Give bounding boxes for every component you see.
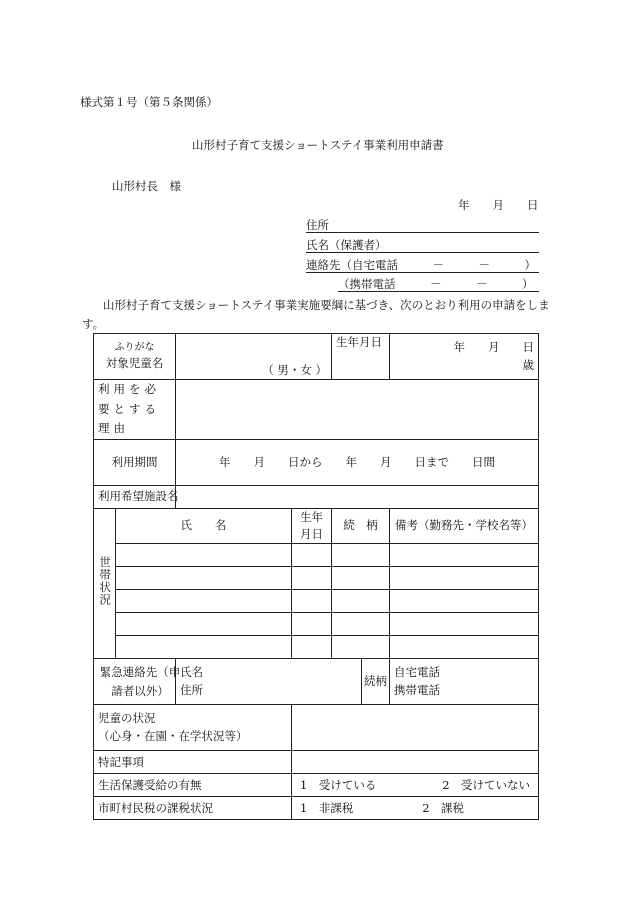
household-dob-field[interactable] — [292, 590, 332, 613]
household-notes-field[interactable] — [390, 544, 539, 567]
emergency-phone-field[interactable] — [390, 659, 539, 705]
household-header-dob: 生年月日 — [292, 508, 332, 544]
household-label-cell — [94, 508, 116, 659]
address-underline — [306, 232, 539, 233]
reason-label-cell — [94, 380, 176, 440]
household-notes-field[interactable] — [390, 636, 539, 659]
reason-label: 利用を必要とする理由 — [98, 382, 160, 436]
form-number: 様式第１号（第５条関係） — [80, 95, 218, 109]
gender-label: （ 男・女 ） — [262, 362, 327, 377]
household-name-field[interactable] — [116, 567, 292, 590]
tax-option-taxed[interactable]: 2 課税 — [422, 800, 465, 815]
household-row — [94, 567, 539, 590]
household-name-field[interactable] — [116, 636, 292, 659]
document-title: 山形村子育て支援ショートステイ事業利用申請書 — [192, 138, 444, 152]
household-relation-field[interactable] — [332, 613, 390, 636]
household-dob-field[interactable] — [292, 636, 332, 659]
household-row — [94, 613, 539, 636]
emergency-name-label: 氏名 — [180, 665, 203, 680]
period-field[interactable]: 年 月 日から 年 月 日まで 日間 — [176, 439, 539, 485]
household-label: 世帯状況 — [98, 555, 113, 606]
household-header-name: 氏 名 — [116, 508, 292, 544]
tax-options — [292, 797, 539, 820]
emergency-label: 緊急連絡先（申請者以外） — [99, 665, 181, 698]
dob-cell — [332, 334, 390, 380]
tax-label: 市町村民税の課税状況 — [94, 797, 292, 820]
mobile-underline — [338, 291, 539, 292]
child-name-field[interactable] — [176, 334, 332, 380]
household-row — [94, 590, 539, 613]
dob-value: 年 月 日 — [453, 340, 535, 355]
notes-label: 特記事項 — [94, 751, 292, 774]
child-status-label-cell — [94, 705, 292, 751]
household-dob-field[interactable] — [292, 567, 332, 590]
name-underline — [306, 252, 539, 253]
period-label: 利用期間 — [94, 439, 176, 485]
guardian-name-label: 氏名（保護者） — [306, 238, 387, 252]
dob-label: 生年月日 — [336, 335, 382, 349]
facility-label: 利用希望施設名 — [94, 485, 176, 508]
addressee: 山形村長 様 — [112, 179, 181, 193]
child-name-label: 対象児童名 — [105, 356, 164, 371]
reason-field[interactable] — [176, 380, 539, 440]
welfare-options — [292, 774, 539, 797]
child-status-sub: （心身・在園・在学状況等） — [98, 728, 248, 743]
contact-underline — [306, 272, 539, 273]
welfare-option-receiving[interactable]: 1 受けている — [300, 777, 377, 792]
household-dob-field[interactable] — [292, 544, 332, 567]
address-label: 住所 — [306, 218, 329, 232]
household-row — [94, 544, 539, 567]
emergency-mobile-phone-label: 携帯電話 — [394, 682, 441, 697]
household-name-field[interactable] — [116, 544, 292, 567]
dob-field[interactable] — [390, 334, 539, 380]
facility-field[interactable] — [176, 485, 539, 508]
mobile-label: （携帯電話 － － ） — [338, 277, 534, 291]
date-line: 年 月 日 — [458, 198, 539, 212]
relation-label: 続柄 — [362, 659, 390, 705]
welfare-label: 生活保護受給の有無 — [94, 774, 292, 797]
child-status-label: 児童の状況 — [98, 711, 156, 726]
household-relation-field[interactable] — [332, 567, 390, 590]
emergency-name-address-field[interactable] — [176, 659, 362, 705]
age-suffix: 歳 — [522, 357, 535, 372]
household-name-field[interactable] — [116, 590, 292, 613]
emergency-address-label: 住所 — [180, 682, 203, 697]
application-table — [93, 333, 539, 820]
household-relation-field[interactable] — [332, 544, 390, 567]
emergency-home-phone-label: 自宅電話 — [394, 665, 441, 680]
child-status-field[interactable] — [292, 705, 539, 751]
household-notes-field[interactable] — [390, 590, 539, 613]
household-header-relation: 続 柄 — [332, 508, 390, 544]
household-row — [94, 636, 539, 659]
household-header-notes: 備考（勤務先・学校名等） — [390, 508, 539, 544]
welfare-option-not-receiving[interactable]: 2 受けていない — [442, 777, 531, 792]
household-relation-field[interactable] — [332, 590, 390, 613]
intro-text: 山形村子育て支援ショートステイ事業実施要綱に基づき、次のとおり利用の申請をします。 — [82, 298, 550, 331]
household-name-field[interactable] — [116, 613, 292, 636]
child-name-header — [94, 334, 176, 380]
tax-option-exempt[interactable]: 1 非課税 — [300, 800, 354, 815]
home-phone-label: 連絡先（自宅電話 － － ） — [306, 258, 536, 272]
notes-field[interactable] — [292, 751, 539, 774]
emergency-label-cell — [94, 659, 181, 705]
household-dob-field[interactable] — [292, 613, 332, 636]
household-relation-field[interactable] — [332, 636, 390, 659]
furigana-label: ふりがな — [114, 342, 155, 354]
household-notes-field[interactable] — [390, 567, 539, 590]
household-notes-field[interactable] — [390, 613, 539, 636]
